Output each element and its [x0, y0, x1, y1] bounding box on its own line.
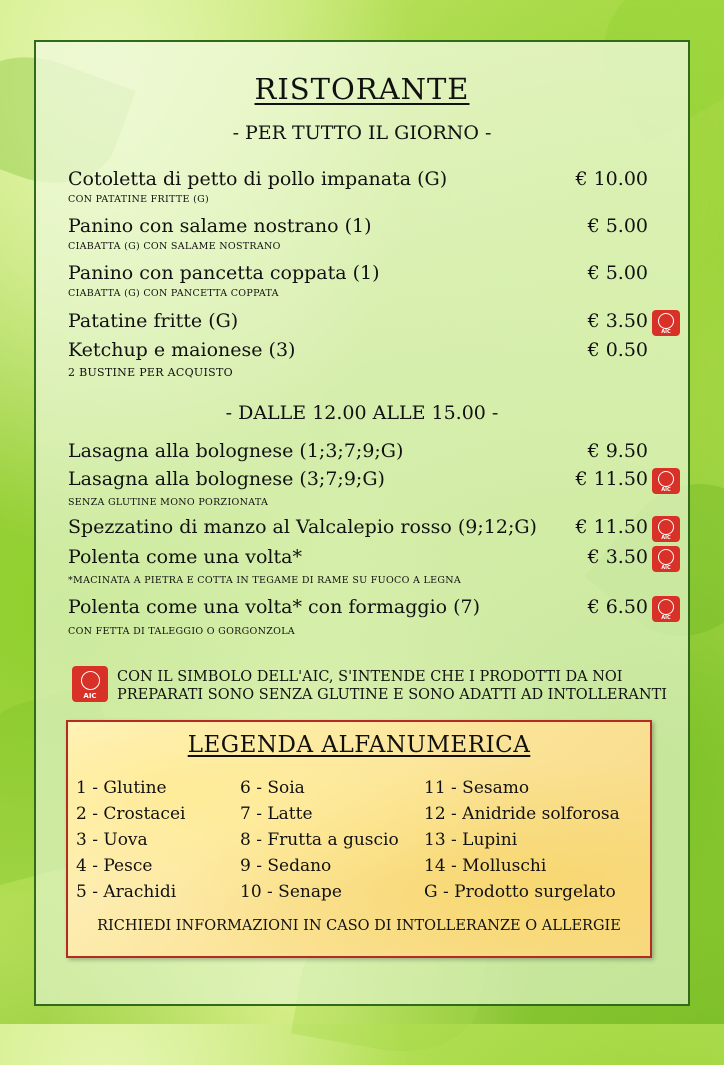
aic-gluten-free-icon	[652, 468, 680, 494]
item-name: Ketchup e maionese (3)	[68, 339, 296, 361]
legend-entry: 9 - Sedano	[240, 856, 332, 876]
item-price: € 6.50	[587, 596, 648, 618]
legend-entry: 10 - Senape	[240, 882, 342, 902]
item-description: CIABATTA (G) CON PANCETTA COPPATA	[68, 288, 279, 299]
legend-entry: 11 - Sesamo	[424, 778, 530, 798]
menu-item	[68, 310, 680, 334]
item-price: € 9.50	[587, 440, 648, 462]
item-description: 2 BUSTINE PER ACQUISTO	[68, 366, 233, 379]
item-price: € 0.50	[587, 339, 648, 361]
legend-title: LEGENDA ALFANUMERICA	[187, 732, 531, 758]
item-name: Panino con salame nostrano (1)	[68, 215, 372, 237]
item-price: € 5.00	[587, 215, 648, 237]
item-name: Spezzatino di manzo al Valcalepio rosso (9;12;G)	[68, 516, 537, 538]
menu-item	[68, 516, 680, 540]
section-all-day: - PER TUTTO IL GIORNO -	[232, 122, 492, 144]
aic-gluten-free-icon	[652, 596, 680, 622]
aic-note	[117, 668, 687, 704]
item-name: Lasagna alla bolognese (3;7;9;G)	[68, 468, 385, 490]
legend-entry: 8 - Frutta a guscio	[240, 830, 399, 850]
aic-gluten-free-icon	[652, 546, 680, 572]
menu-item	[68, 596, 680, 620]
menu-item	[68, 468, 680, 492]
legend-entry: 4 - Pesce	[76, 856, 153, 876]
menu-title: RISTORANTE	[254, 72, 470, 106]
item-name: Patatine fritte (G)	[68, 310, 239, 332]
item-price: € 3.50	[587, 546, 648, 568]
legend-entry: 14 - Molluschi	[424, 856, 547, 876]
legend-entry: 5 - Arachidi	[76, 882, 177, 902]
legend-entry: 2 - Crostacei	[76, 804, 186, 824]
item-description: CON FETTA DI TALEGGIO O GORGONZOLA	[68, 626, 295, 637]
item-price: € 5.00	[587, 262, 648, 284]
legend-entry: 7 - Latte	[240, 804, 313, 824]
aic-note-line: PREPARATI SONO SENZA GLUTINE E SONO ADATTI AD INTOLLERANTI	[117, 687, 667, 703]
allergen-legend	[66, 720, 652, 958]
menu-item	[68, 215, 680, 239]
legend-entry: G - Prodotto surgelato	[424, 882, 616, 902]
item-name: Polenta come una volta* con formaggio (7)	[68, 596, 481, 618]
legend-entry: 6 - Soia	[240, 778, 305, 798]
legend-entry: 13 - Lupini	[424, 830, 518, 850]
aic-gluten-free-icon	[72, 666, 108, 702]
item-name: Polenta come una volta*	[68, 546, 302, 568]
item-price: € 11.50	[575, 516, 648, 538]
menu-item	[68, 168, 680, 192]
item-price: € 11.50	[575, 468, 648, 490]
menu-item	[68, 262, 680, 286]
item-price: € 3.50	[587, 310, 648, 332]
aic-gluten-free-icon	[652, 516, 680, 542]
aic-gluten-free-icon	[652, 310, 680, 336]
menu-item	[68, 546, 680, 570]
legend-entry: 1 - Glutine	[76, 778, 167, 798]
item-description: CON PATATINE FRITTE (G)	[68, 194, 209, 205]
item-description: SENZA GLUTINE MONO PORZIONATA	[68, 497, 269, 508]
aic-note-line: CON IL SIMBOLO DELL'AIC, S'INTENDE CHE I PRODOTTI DA NOI	[117, 669, 623, 685]
item-name: Cotoletta di petto di pollo impanata (G)	[68, 168, 448, 190]
legend-entry: 12 - Anidride solforosa	[424, 804, 620, 824]
item-description: CIABATTA (G) CON SALAME NOSTRANO	[68, 241, 281, 252]
item-description: *MACINATA A PIETRA E COTTA IN TEGAME DI RAME SU FUOCO A LEGNA	[68, 575, 462, 586]
menu-item	[68, 339, 680, 363]
menu-item	[68, 440, 680, 464]
section-lunch-hours: - DALLE 12.00 ALLE 15.00 -	[225, 402, 499, 424]
item-name: Lasagna alla bolognese (1;3;7;9;G)	[68, 440, 404, 462]
item-name: Panino con pancetta coppata (1)	[68, 262, 380, 284]
allergy-info-note: RICHIEDI INFORMAZIONI IN CASO DI INTOLLERANZE O ALLERGIE	[97, 918, 621, 934]
legend-entry: 3 - Uova	[76, 830, 148, 850]
item-price: € 10.00	[575, 168, 648, 190]
